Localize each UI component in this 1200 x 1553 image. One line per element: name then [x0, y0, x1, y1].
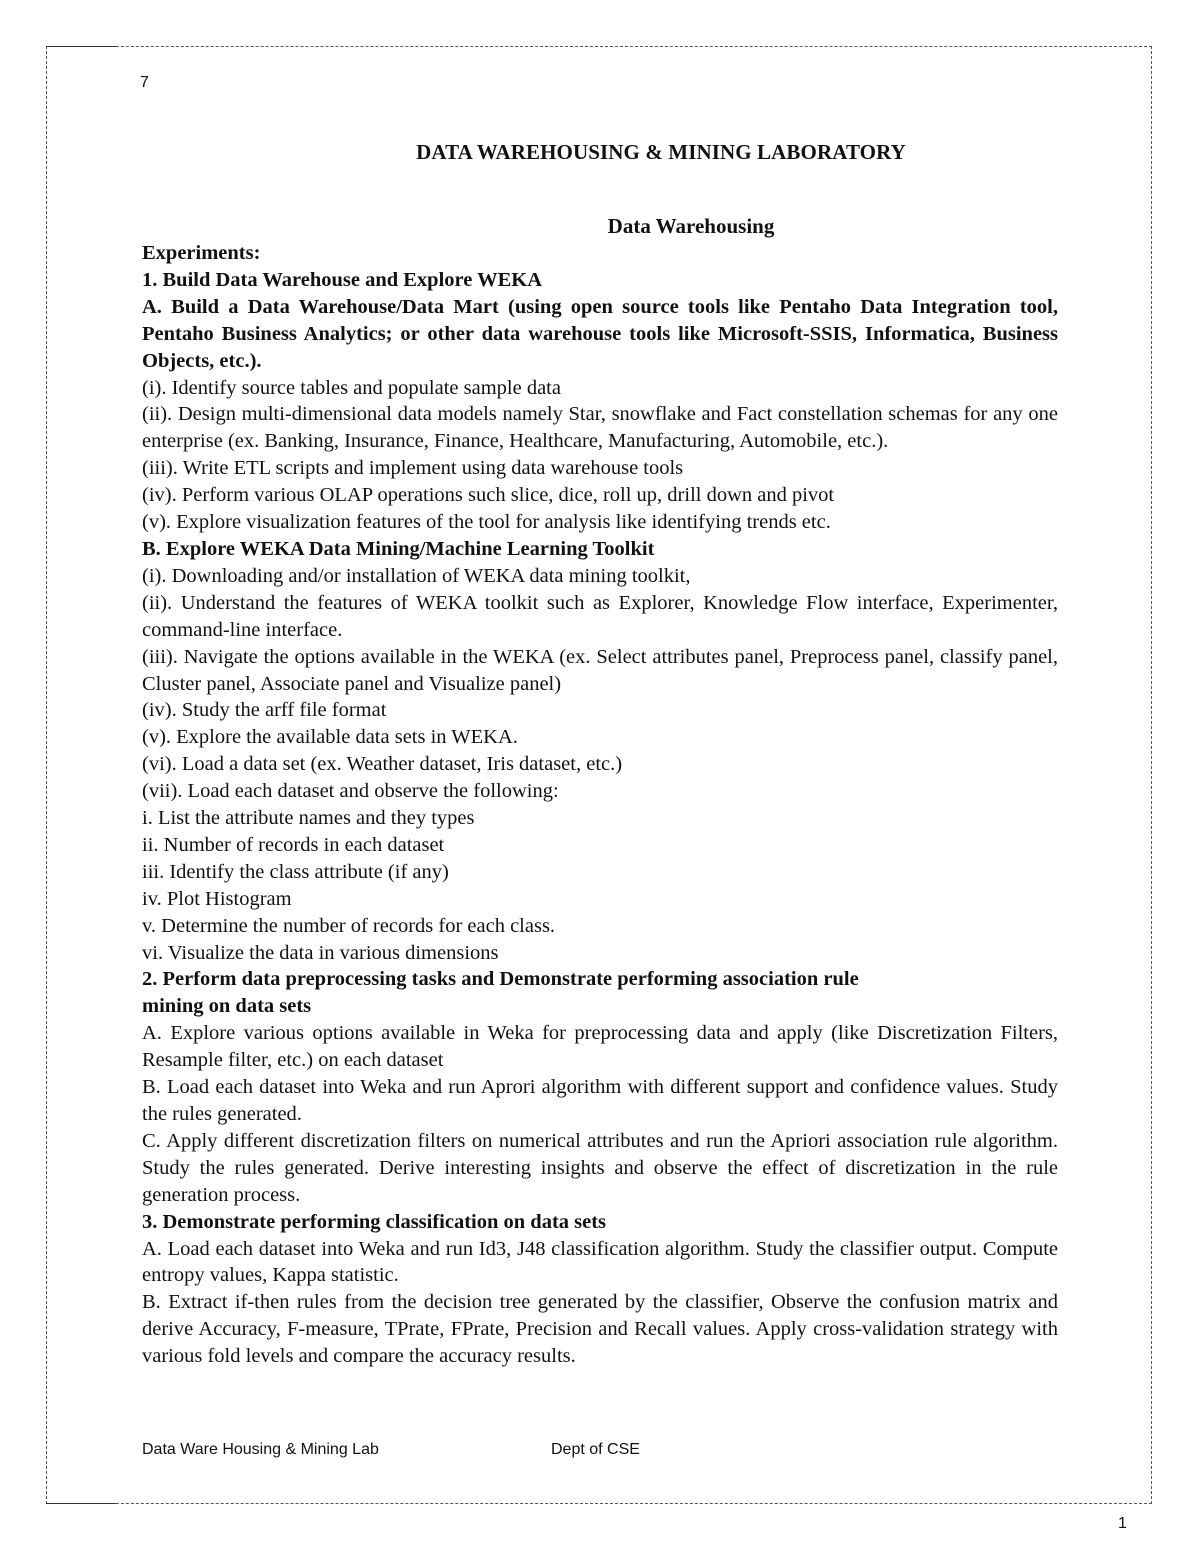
- body-line: (i). Identify source tables and populate sample data: [142, 376, 561, 399]
- body-line: (ii). Understand the features of WEKA toolkit such as Explorer, Knowledge Flow interface, Experimenter, command-line interface.: [142, 591, 1058, 641]
- body-line: B. Extract if-then rules from the decision tree generated by the classifier, Observe the confusion matrix and derive Accuracy, F-measure, TPrate, FPrate, Precision and Recall values. Apply cross-validation strategy with various fold levels and compare the accuracy results.: [142, 1291, 1058, 1368]
- body-line: 3. Demonstrate performing classification on data sets: [142, 1210, 607, 1233]
- body-line: iv. Plot Histogram: [142, 887, 292, 910]
- body-line: (iv). Study the arff file format: [142, 699, 387, 722]
- page-corner-mark-bottom: [46, 1503, 116, 1504]
- body-line: A. Load each dataset into Weka and run Id3, J48 classification algorithm. Study the classifier output. Compute entropy values, Kappa statistic.: [142, 1237, 1058, 1287]
- body-line: (vii). Load each dataset and observe the following:: [142, 780, 559, 803]
- body-line: vi. Visualize the data in various dimensions: [142, 941, 499, 964]
- page-number-bottom: 1: [1118, 1515, 1127, 1532]
- body-line: (iv). Perform various OLAP operations such slice, dice, roll up, drill down and pivot: [142, 484, 835, 507]
- body-line: (v). Explore the available data sets in WEKA.: [142, 726, 518, 749]
- page-corner-mark-top: [46, 46, 116, 47]
- body-line: A. Build a Data Warehouse/Data Mart (using open source tools like Pentaho Data Integration tool, Pentaho Business Analytics; or other data warehouse tools like Microsoft-SSIS, Informatica, Business Objects, etc.).: [142, 295, 1058, 372]
- body-line: (iii). Write ETL scripts and implement using data warehouse tools: [142, 457, 684, 480]
- body-line: v. Determine the number of records for each class.: [142, 914, 556, 937]
- body-line: iii. Identify the class attribute (if any): [142, 860, 449, 883]
- body-line: (vi). Load a data set (ex. Weather dataset, Iris dataset, etc.): [142, 753, 623, 776]
- body-line: (v). Explore visualization features of the tool for analysis like identifying trends etc.: [142, 511, 831, 534]
- body-line: i. List the attribute names and they types: [142, 807, 475, 830]
- document-body: [142, 240, 1058, 1370]
- body-line: B. Explore WEKA Data Mining/Machine Learning Toolkit: [142, 537, 655, 560]
- body-line: (i). Downloading and/or installation of WEKA data mining toolkit,: [142, 564, 691, 587]
- section-title: Data Warehousing: [607, 214, 775, 238]
- footer-department: Dept of CSE: [551, 1441, 640, 1458]
- body-line: 2. Perform data preprocessing tasks and Demonstrate performing association rule: [142, 968, 859, 991]
- body-line: mining on data sets: [142, 995, 312, 1018]
- page-number-top: 7: [140, 74, 149, 91]
- body-line: (ii). Design multi-dimensional data models namely Star, snowflake and Fact constellation schemas for any one enterprise (ex. Banking, Insurance, Finance, Healthcare, Manufacturing, Automobile, etc.).: [142, 403, 1058, 453]
- document-title: DATA WAREHOUSING & MINING LABORATORY: [416, 140, 906, 164]
- body-line: B. Load each dataset into Weka and run Aprori algorithm with different support and confidence values. Study the rules generated.: [142, 1076, 1058, 1125]
- footer-lab-name: Data Ware Housing & Mining Lab: [142, 1441, 379, 1458]
- body-line: ii. Number of records in each dataset: [142, 833, 445, 856]
- body-line: Experiments:: [142, 242, 261, 264]
- body-line: C. Apply different discretization filters on numerical attributes and run the Apriori association rule algorithm. Study the rules generated. Derive interesting insights and observe the effect of discretization in the rule generation process.: [142, 1129, 1058, 1206]
- body-line: A. Explore various options available in Weka for preprocessing data and apply (like Discretization Filters, Resample filter, etc.) on each dataset: [142, 1022, 1058, 1072]
- body-line: (iii). Navigate the options available in the WEKA (ex. Select attributes panel, Preprocess panel, classify panel, Cluster panel, Associate panel and Visualize panel): [142, 645, 1058, 695]
- body-line: 1. Build Data Warehouse and Explore WEKA: [142, 268, 543, 291]
